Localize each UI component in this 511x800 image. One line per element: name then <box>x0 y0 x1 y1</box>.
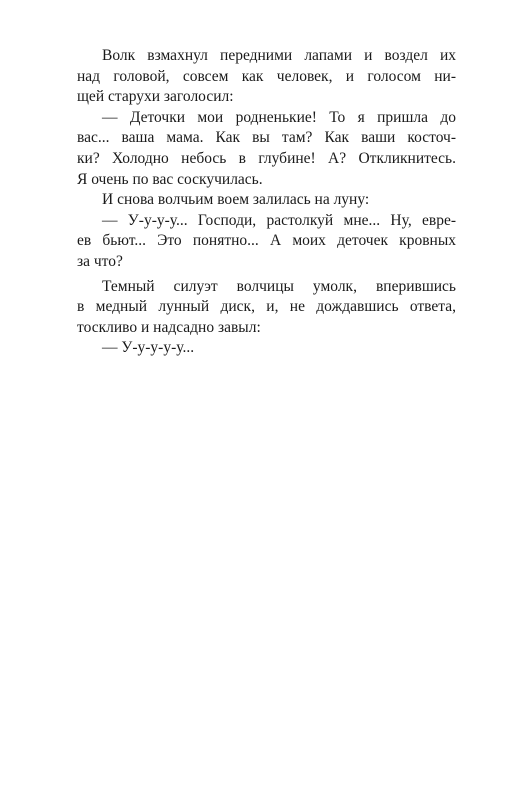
paragraph <box>77 108 456 190</box>
text-line: Волк взмахнул передними лапами и воздел их <box>102 47 456 64</box>
text-line: ев бьют... Это понятно... А моих деточек кровных <box>77 232 456 250</box>
paragraph <box>77 338 456 359</box>
text-line: И снова волчьим воем залилась на луну: <box>102 191 370 209</box>
paragraph <box>77 46 456 108</box>
text-line: в медный лунный диск, и, не дождавшись ответа, <box>77 298 456 316</box>
text-line: вас... ваша мама. Как вы там? Как ваши косточ- <box>77 129 456 147</box>
paragraph <box>77 277 456 339</box>
text-line: над головой, совсем как человек, и голосом ни- <box>77 67 456 85</box>
text-line: Темный силуэт волчицы умолк, вперившись <box>102 277 456 295</box>
paragraph <box>77 190 456 211</box>
text-line: щей старухи заголосил: <box>77 88 234 106</box>
text-line: — У-у-у-у... Господи, растолкуй мне... Ну, евре- <box>102 211 456 229</box>
text-line: Я очень по вас соскучилась. <box>77 170 263 188</box>
text-line: тоскливо и надсадно завыл: <box>77 318 261 336</box>
paragraph <box>77 211 456 273</box>
text-line: — У-у-у-у-у... <box>102 339 195 357</box>
text-block <box>77 46 456 359</box>
text-line: за что? <box>77 252 123 270</box>
text-line: ки? Холодно небось в глубине! А? Откликнитесь. <box>77 149 456 167</box>
text-line: — Деточки мои родненькие! То я пришла до <box>102 108 456 126</box>
